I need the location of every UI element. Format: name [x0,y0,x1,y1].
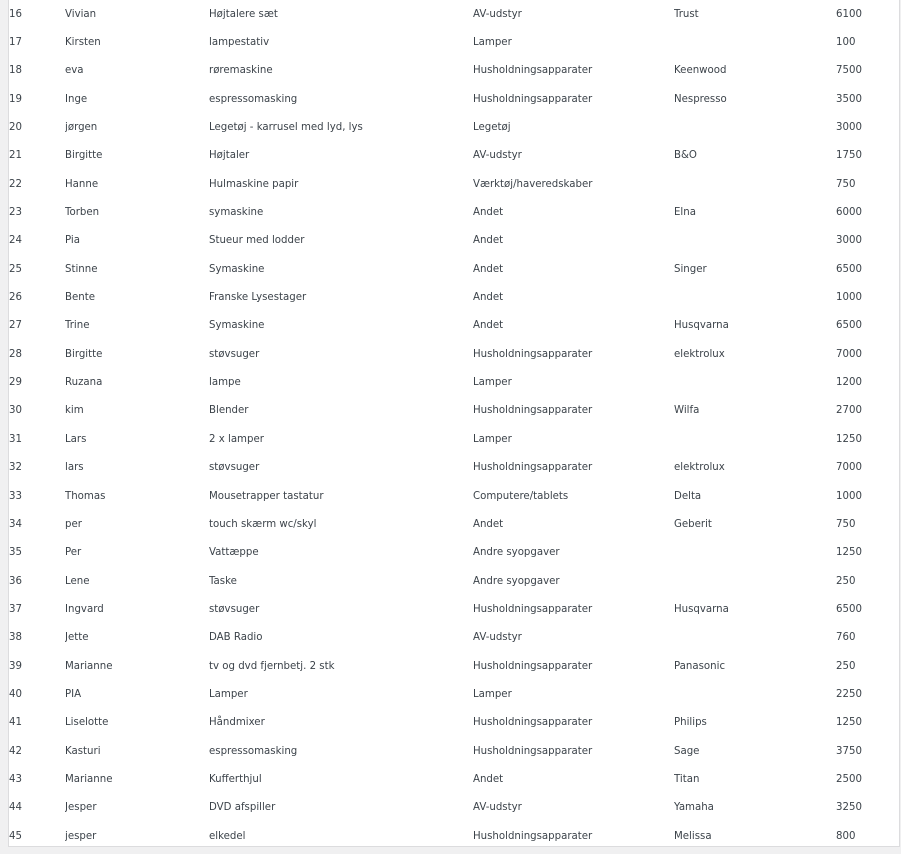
category-cell: Andet [473,207,504,219]
brand-cell: Geberit [674,518,712,530]
brand-cell: Nespresso [674,93,727,105]
table-row [9,142,892,170]
row-id-cell: 37 [9,603,22,615]
row-id-cell: 34 [9,518,22,530]
category-cell: Husholdningsapparater [473,462,593,474]
item-cell: 2 x lamper [209,433,264,445]
price-cell: 2700 [836,405,862,417]
name-cell: Lars [65,433,87,445]
name-cell: Jette [65,632,89,644]
item-cell: lampe [209,377,241,389]
row-id-cell: 24 [9,235,22,247]
category-cell: Lamper [473,37,512,49]
table-row [9,255,892,283]
price-cell: 6500 [836,603,862,615]
table-row [9,510,892,538]
item-cell: støvsuger [209,603,260,615]
category-cell: Computere/tablets [473,490,569,502]
name-cell: Kasturi [65,745,101,757]
name-cell: Inge [65,93,88,105]
row-id-cell: 31 [9,433,22,445]
category-cell: Andet [473,320,504,332]
row-id-cell: 23 [9,207,22,219]
brand-cell [674,425,836,453]
row-id-cell: 32 [9,462,22,474]
price-cell: 7000 [836,348,862,360]
name-cell: Birgitte [65,348,103,360]
item-cell: Hulmaskine papir [209,178,299,190]
price-cell: 1750 [836,150,862,162]
item-cell: elkedel [209,830,246,842]
category-cell: Husholdningsapparater [473,65,593,77]
category-cell: Værktøj/haveredskaber [473,178,593,190]
name-cell: Torben [65,207,100,219]
table-row [9,397,892,425]
category-cell: Husholdningsapparater [473,660,593,672]
price-cell: 1000 [836,292,862,304]
item-cell: Lamper [209,688,248,700]
price-cell: 3750 [836,745,862,757]
table-row [9,482,892,510]
row-id-cell: 35 [9,547,22,559]
table-row [9,170,892,198]
item-cell: Symaskine [209,320,265,332]
table-row [9,425,892,453]
category-cell: Husholdningsapparater [473,830,593,842]
name-cell: Jesper [65,802,97,814]
name-cell: Ruzana [65,377,103,389]
row-id-cell: 19 [9,93,22,105]
name-cell: Stinne [65,263,98,275]
data-panel [8,0,900,847]
price-cell: 1250 [836,433,862,445]
brand-cell: Singer [674,263,707,275]
name-cell: jesper [65,830,97,842]
brand-cell: Philips [674,717,707,729]
brand-cell: elektrolux [674,348,725,360]
item-cell: støvsuger [209,348,260,360]
price-cell: 1250 [836,547,862,559]
name-cell: Birgitte [65,150,103,162]
row-id-cell: 20 [9,122,22,134]
brand-cell: Panasonic [674,660,726,672]
brand-cell [674,567,836,595]
row-id-cell: 41 [9,717,22,729]
category-cell: Legetøj [473,122,511,134]
price-cell: 2250 [836,688,862,700]
table-row [9,567,892,595]
name-cell: Kirsten [65,37,101,49]
category-cell: Lamper [473,377,512,389]
item-cell: Symaskine [209,263,265,275]
name-cell: Pia [65,235,80,247]
price-cell: 1200 [836,377,862,389]
item-cell: Blender [209,405,249,417]
table-row [9,198,892,226]
row-id-cell: 43 [9,773,22,785]
row-id-cell: 39 [9,660,22,672]
row-id-cell: 33 [9,490,22,502]
item-cell: støvsuger [209,462,260,474]
table-row [9,765,892,793]
name-cell: Bente [65,292,95,304]
row-id-cell: 29 [9,377,22,389]
name-cell: Hanne [65,178,99,190]
item-cell: espressomasking [209,93,298,105]
row-id-cell: 30 [9,405,22,417]
table-row [9,794,892,822]
item-cell: Vattæppe [209,547,259,559]
brand-cell: Elna [674,207,696,219]
category-cell: AV-udstyr [473,8,522,20]
brand-cell [674,28,836,56]
table-row [9,624,892,652]
item-cell: Højtaler [209,150,250,162]
table-row [9,283,892,311]
brand-cell [674,113,836,141]
name-cell: eva [65,65,84,77]
table-row [9,0,892,28]
table-row [9,85,892,113]
row-id-cell: 27 [9,320,22,332]
name-cell: Marianne [65,660,113,672]
category-cell: Andre syopgaver [473,547,560,559]
price-cell: 6500 [836,320,862,332]
table-row [9,340,892,368]
category-cell: Husholdningsapparater [473,717,593,729]
row-id-cell: 21 [9,150,22,162]
category-cell: Andet [473,518,504,530]
category-cell: AV-udstyr [473,150,522,162]
item-cell: espressomasking [209,745,298,757]
price-cell: 7500 [836,65,862,77]
price-cell: 6500 [836,263,862,275]
item-cell: DVD afspiller [209,802,276,814]
name-cell: Ingvard [65,603,104,615]
item-cell: Håndmixer [209,717,265,729]
table-row [9,454,892,482]
price-cell: 250 [836,575,856,587]
name-cell: Thomas [65,490,106,502]
item-cell: Mousetrapper tastatur [209,490,324,502]
brand-cell [674,283,836,311]
category-cell: Lamper [473,688,512,700]
name-cell: PIA [65,688,82,700]
category-cell: Andet [473,773,504,785]
name-cell: Lene [65,575,90,587]
table-row [9,312,892,340]
table-row [9,822,892,850]
item-cell: tv og dvd fjernbetj. 2 stk [209,660,335,672]
category-cell: Andre syopgaver [473,575,560,587]
table-row [9,652,892,680]
item-cell: DAB Radio [209,632,263,644]
category-cell: Husholdningsapparater [473,93,593,105]
brand-cell: Titan [674,773,700,785]
brand-cell: Delta [674,490,702,502]
price-cell: 7000 [836,462,862,474]
row-id-cell: 22 [9,178,22,190]
category-cell: AV-udstyr [473,802,522,814]
name-cell: lars [65,462,84,474]
table-row [9,113,892,141]
price-cell: 3250 [836,802,862,814]
row-id-cell: 28 [9,348,22,360]
table-row [9,57,892,85]
item-cell: Kufferthjul [209,773,262,785]
price-cell: 100 [836,37,856,49]
brand-cell: Husqvarna [674,603,729,615]
brand-cell [674,227,836,255]
price-cell: 250 [836,660,856,672]
row-id-cell: 17 [9,37,22,49]
category-cell: Lamper [473,433,512,445]
table-row [9,227,892,255]
item-cell: Franske Lysestager [209,292,307,304]
name-cell: per [65,518,82,530]
price-cell: 1000 [836,490,862,502]
table-row [9,28,892,56]
table-row [9,539,892,567]
item-cell: Stueur med lodder [209,235,305,247]
price-cell: 750 [836,178,856,190]
item-cell: Højtalere sæt [209,8,278,20]
brand-cell [674,680,836,708]
row-id-cell: 45 [9,830,22,842]
brand-cell [674,624,836,652]
category-cell: Andet [473,263,504,275]
name-cell: Per [65,547,82,559]
price-cell: 1250 [836,717,862,729]
row-id-cell: 18 [9,65,22,77]
price-cell: 750 [836,518,856,530]
row-id-cell: 26 [9,292,22,304]
name-cell: Vivian [65,8,97,20]
name-cell: jørgen [65,122,98,134]
row-id-cell: 25 [9,263,22,275]
category-cell: Husholdningsapparater [473,745,593,757]
brand-cell: Yamaha [674,802,714,814]
item-cell: lampestativ [209,37,270,49]
name-cell: Liselotte [65,717,109,729]
brand-cell: elektrolux [674,462,725,474]
category-cell: Andet [473,292,504,304]
brand-cell [674,368,836,396]
brand-cell [674,539,836,567]
brand-cell: Trust [674,8,699,20]
table-row [9,595,892,623]
brand-cell: B&O [674,150,697,162]
brand-cell: Keenwood [674,65,727,77]
category-cell: AV-udstyr [473,632,522,644]
price-cell: 760 [836,632,856,644]
item-cell: symaskine [209,207,264,219]
price-cell: 3000 [836,122,862,134]
name-cell: Trine [65,320,90,332]
category-cell: Husholdningsapparater [473,603,593,615]
price-cell: 3000 [836,235,862,247]
price-cell: 2500 [836,773,862,785]
row-id-cell: 40 [9,688,22,700]
brand-cell: Sage [674,745,700,757]
row-id-cell: 44 [9,802,22,814]
brand-cell [674,170,836,198]
repairs-table [9,0,892,850]
table-body [9,0,892,850]
table-row [9,737,892,765]
item-cell: røremaskine [209,65,273,77]
category-cell: Husholdningsapparater [473,405,593,417]
item-cell: touch skærm wc/skyl [209,518,317,530]
row-id-cell: 16 [9,8,22,20]
brand-cell: Wilfa [674,405,700,417]
price-cell: 800 [836,830,856,842]
table-row [9,368,892,396]
price-cell: 6100 [836,8,862,20]
row-id-cell: 42 [9,745,22,757]
category-cell: Andet [473,235,504,247]
name-cell: Marianne [65,773,113,785]
category-cell: Husholdningsapparater [473,348,593,360]
item-cell: Legetøj - karrusel med lyd, lys [209,122,363,134]
table-row [9,709,892,737]
brand-cell: Melissa [674,830,712,842]
brand-cell: Husqvarna [674,320,729,332]
price-cell: 3500 [836,93,862,105]
item-cell: Taske [209,575,237,587]
table-row [9,680,892,708]
row-id-cell: 36 [9,575,22,587]
name-cell: kim [65,405,84,417]
price-cell: 6000 [836,207,862,219]
row-id-cell: 38 [9,632,22,644]
